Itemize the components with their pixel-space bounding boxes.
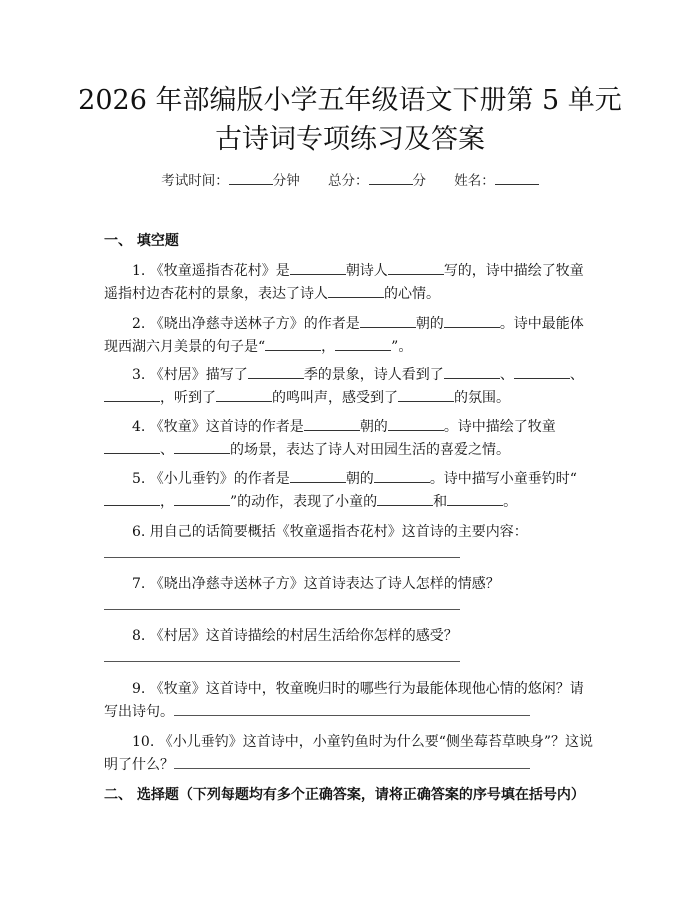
q2-text-3: 。诗中最能体现西湖六月美景的句子是“ [104, 316, 584, 355]
q2-blank-2[interactable] [444, 313, 500, 328]
q3-text-7: 的氛围。 [454, 390, 510, 406]
name-blank[interactable] [495, 170, 539, 185]
q5-text-6: 和 [433, 494, 448, 510]
q5-text-5: ”的动作，表现了小童的 [230, 494, 378, 510]
q1-text-2: 朝诗人 [345, 263, 388, 279]
q3-text-4: 、 [569, 367, 584, 383]
section-heading-multiple-choice: 二、 选择题（下列每题均有多个正确答案，请将正确答案的序号填在括号内） [104, 787, 585, 803]
q1-text-3: 写的，诗中描绘了牧童遥指村边杏花村的景象，表达了诗人 [104, 263, 584, 302]
q1-blank-1[interactable] [290, 260, 346, 275]
q5-text-4: ， [160, 494, 174, 510]
question-7: 7. 《晓出净慈寺送林子方》这首诗表达了诗人怎样的情感？ [132, 576, 500, 592]
student-name [454, 173, 539, 189]
q4-text-4: 、 [160, 442, 174, 458]
q5-text-2: 朝的 [345, 471, 374, 487]
q3-blank-4[interactable] [104, 387, 160, 402]
q3-text-5: ，听到了 [160, 390, 216, 406]
question-8: 8. 《村居》这首诗描绘的村居生活给你怎样的感受？ [132, 628, 458, 644]
q3-blank-3[interactable] [514, 364, 570, 379]
question-5 [104, 468, 594, 514]
q1-blank-2[interactable] [388, 260, 444, 275]
q4-blank-3[interactable] [104, 439, 160, 454]
q5-blank-2[interactable] [374, 468, 430, 483]
q3-text-3: 、 [499, 367, 514, 383]
q3-text-1: 3. 《村居》描写了 [132, 367, 248, 383]
question-6: 6. 用自己的话简要概括《牧童遥指杏花村》这首诗的主要内容： [132, 524, 528, 540]
q7-answer-line[interactable] [104, 609, 460, 610]
q3-text-2: 季的景象，诗人看到了 [303, 367, 444, 383]
q5-text-1: 5. 《小儿垂钓》的作者是 [132, 471, 290, 487]
time-label: 考试时间： [161, 173, 229, 189]
q6-answer-line[interactable] [104, 557, 460, 558]
exam-meta [0, 169, 700, 189]
q4-text-3: 。诗中描绘了牧童 [443, 419, 556, 435]
q9-answer-line[interactable] [174, 701, 530, 716]
q1-text-1: 1. 《牧童遥指杏花村》是 [132, 263, 290, 279]
section-heading-fill-in: 一、 填空题 [104, 233, 179, 249]
q3-blank-1[interactable] [248, 364, 304, 379]
q3-blank-5[interactable] [216, 387, 272, 402]
title-line-2: 古诗词专项练习及答案 [215, 124, 485, 155]
score-unit: 分 [412, 173, 426, 189]
q2-text-2: 朝的 [415, 316, 444, 332]
score-label: 总分： [328, 173, 369, 189]
q4-blank-1[interactable] [304, 416, 360, 431]
q4-text-2: 朝的 [359, 419, 388, 435]
q4-text-5: 的场景，表达了诗人对田园生活的喜爱之情。 [230, 442, 510, 458]
q4-blank-2[interactable] [388, 416, 444, 431]
q5-text-3: 。诗中描写小童垂钓时“ [429, 471, 577, 487]
time-unit: 分钟 [272, 173, 300, 189]
question-9 [104, 678, 594, 724]
q1-text-4: 的心情。 [384, 286, 440, 302]
q2-text-5: ”。 [391, 339, 413, 355]
q5-text-7: 。 [503, 494, 518, 510]
q5-blank-5[interactable] [377, 491, 433, 506]
q1-blank-3[interactable] [328, 283, 384, 298]
q4-blank-4[interactable] [174, 439, 230, 454]
q3-blank-6[interactable] [398, 387, 454, 402]
q8-answer-line[interactable] [104, 661, 460, 662]
q3-blank-2[interactable] [444, 364, 500, 379]
exam-time [161, 173, 300, 189]
q2-blank-1[interactable] [360, 313, 416, 328]
q10-text: 10. 《小儿垂钓》这首诗中，小童钓鱼时为什么要“侧坐莓苔草映身”？这说明了什么？ [104, 734, 594, 773]
q2-blank-3[interactable] [265, 336, 321, 351]
question-10 [104, 731, 594, 777]
q5-blank-6[interactable] [447, 491, 503, 506]
q2-text-1: 2. 《晓出净慈寺送林子方》的作者是 [132, 316, 360, 332]
q3-text-6: 的鸣叫声，感受到了 [272, 390, 398, 406]
question-3 [104, 364, 594, 410]
total-score [328, 173, 426, 189]
q5-blank-4[interactable] [174, 491, 230, 506]
q2-blank-4[interactable] [335, 336, 391, 351]
q4-text-1: 4. 《牧童》这首诗的作者是 [132, 419, 304, 435]
q10-answer-line[interactable] [174, 754, 530, 769]
title-line-1: 2026 年部编版小学五年级语文下册第 5 单元 [78, 85, 622, 116]
question-1 [104, 260, 594, 306]
name-label: 姓名： [454, 173, 495, 189]
question-2 [104, 313, 594, 359]
q9-text: 9. 《牧童》这首诗中，牧童晚归时的哪些行为最能体现他心情的悠闲？请写出诗句。 [104, 681, 584, 720]
time-blank[interactable] [229, 170, 273, 185]
q5-blank-3[interactable] [104, 491, 160, 506]
score-blank[interactable] [369, 170, 413, 185]
q5-blank-1[interactable] [290, 468, 346, 483]
q2-text-4: ， [321, 339, 336, 355]
question-4 [104, 416, 594, 462]
